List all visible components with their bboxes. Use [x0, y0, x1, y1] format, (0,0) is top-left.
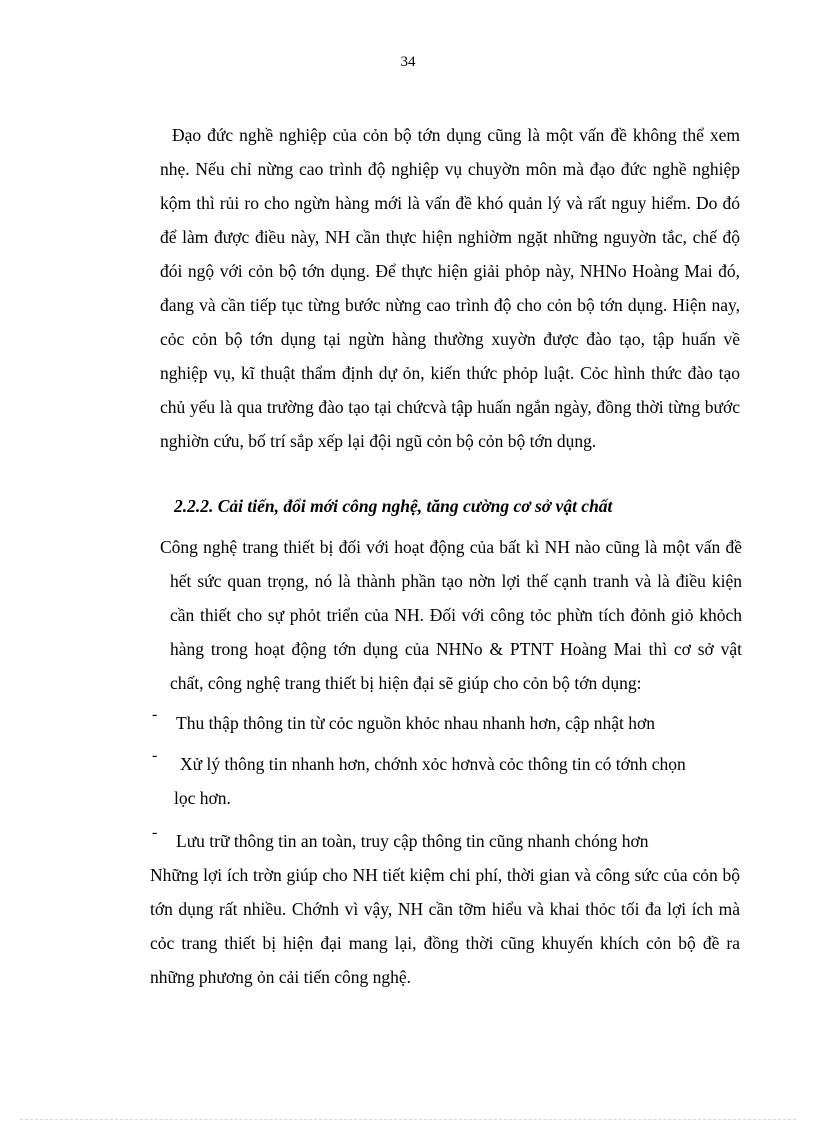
section-heading: 2.2.2. Cải tiến, đổi mới công nghệ, tăng cường cơ sở vật chất	[174, 496, 613, 516]
list-item-text: Lưu trữ thông tin an toàn, truy cập thông tin cũng nhanh chóng hơn	[176, 831, 649, 851]
paragraph-staff-ethics: Đạo đức nghề nghiệp của cỏn bộ tớn dụng cũng là một vấn đề không thể xem nhẹ. Nếu chỉ nừng cao trình độ nghiệp vụ chuyờn môn mà đạo đức nghề nghiệp kộm thì rủi ro cho ngừn hàng mới là vấn đề khó quản lý và rất nguy hiểm. Do đó để làm được điều này, NH cần thực hiện nghiờm ngặt những nguyờn tắc, chế độ đói ngộ với cỏn bộ tớn dụng. Để thực hiện giải phỏp này, NHNo Hoàng Mai đó, đang và cần tiếp tục từng bước nừng cao trình độ cho cỏn bộ tớn dụng. Hiện nay, cỏc cỏn bộ tớn dụng tại ngừn hàng thường xuyờn được đào tạo, tập huấn về nghiệp vụ, kĩ thuật thẩm định dự ỏn, kiến thức phỏp luật. Cỏc hình thức đào tạo chủ yếu là qua trường đào tạo tại chứcvà tập huấn ngắn ngày, đồng thời từng bước nghiờn cứu, bố trí sắp xếp lại đội ngũ cỏn bộ cỏn bộ tớn dụng.	[160, 125, 740, 451]
bullet-marker: -	[152, 747, 158, 764]
page-bottom-divider	[20, 1119, 796, 1120]
list-item-text: Thu thập thông tin từ cỏc nguồn khỏc nhau nhanh hơn, cập nhật hơn	[176, 713, 656, 733]
list-item-text-continuation: lọc hơn.	[174, 788, 231, 808]
list-item-text: Xử lý thông tin nhanh hơn, chớnh xỏc hơnvà cỏc thông tin có tớnh chọn	[180, 754, 686, 774]
page-number: 34	[400, 54, 416, 70]
bullet-marker: -	[152, 824, 158, 841]
bullet-marker: -	[152, 706, 158, 723]
paragraph-technology: Công nghệ trang thiết bị đối với hoạt động của bất kì NH nào cũng là một vấn đề hết sức quan trọng, nó là thành phần tạo nờn lợi thế cạnh tranh và là điều kiện cần thiết cho sự phỏt triển của NH. Đối với công tỏc phừn tích đỏnh giỏ khỏch hàng trong hoạt động tớn dụng của NHNo & PTNT Hoàng Mai thì cơ sở vật chất, công nghệ trang thiết bị hiện đại sẽ giúp cho cỏn bộ tớn dụng:	[160, 537, 742, 693]
paragraph-benefits: Những lợi ích trờn giúp cho NH tiết kiệm chi phí, thời gian và công sức của cỏn bộ tớn dụng rất nhiều. Chớnh vì vậy, NH cần tỡm hiểu và khai thỏc tối đa lợi ích mà cỏc trang thiết bị hiện đại mang lại, đồng thời cũng khuyến khích cỏn bộ đề ra những phương ỏn cải tiến công nghệ.	[150, 865, 740, 987]
